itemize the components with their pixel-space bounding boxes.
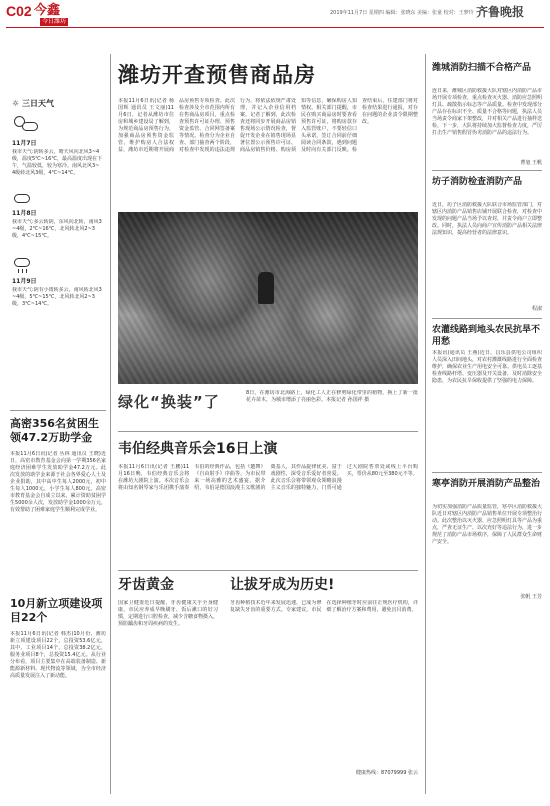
projects-body: 本报11月6日讯(记者 韩杰)10月份，潍坊新立项建设项目22个，总投资53.6亿元，其中，工业项目14个，总投资38.2亿元，服务业项目8个，总投资15.4亿元。从行业分布看，项目主要集中在高端装备制造、新能源新材料、现代物流等领域，为全市经济高质量发展注入了新动能。 — [10, 631, 106, 679]
rain-cloud-icon — [14, 258, 30, 267]
inspection-body: 为切实加强消防产品质量监管，寒亭区消防救援大队近日对辖区内消防产品销售单位开展专项整治行动。此次整治以灭火器、应急照明灯具等产品为重点，严查无证生产、以次充好等违法行为，进一步规范了消防产品市场秩序，保障了人民群众生命财产安全。 — [432, 504, 542, 545]
students-headline: 高密356名贫困生领47.2万助学金 — [10, 417, 99, 444]
consumer-author: 曹旭 王帆 — [520, 160, 542, 166]
rain-drop — [26, 269, 27, 273]
section-rule — [432, 318, 542, 319]
section-rule — [10, 410, 106, 411]
weather-date: 11月7日 — [12, 140, 37, 147]
main-body: 本报11月6日讯(记者 杨国辉 通讯员 王文丽)11月6日，记者从潍坊市住房和城乡建设局了解到，为规范商品房预售行为，加强商品房预售资金监管，维护购房人合法权益，潍坊市近期将开展商品房预售专项检查。此次检查涉及全市范围内所有在售商品房项目，重点检查预售许可证办理、预售资金监管、合同网签备案等情况。检查分为企业自查、部门抽查两个阶段，对检查中发现的违法违规行为，将依法依规严肃处理，并记入企业信用档案。记者了解到，此次检查还将同步开展商品房销售现场公示情况检查，督促开发企业在销售现场显著位置公示预售许可证、商品房销售价格、购房须知等信息，确保购房人知情权。相关部门提醒，市民在购买商品房时要查看预售许可证，将购房款存入监管账户，不要轻信口头承诺，签订合同前仔细阅读合同条款，遇到问题及时向有关部门反映。检查结束后，住建部门将对检查结果进行通报，对存在问题的企业责令限期整改。 — [118, 98, 418, 153]
mine-body: 近日，坊子区消防救援大队联合市场监管部门，对辖区内消防产品销售店铺开展联合检查，对检查中发现的问题产品当场予以查封，并责令商户立即整改。同时，执法人员向商户宣传消防产品相关法律法规知识，提高经营者的法律意识。 — [432, 202, 542, 236]
weather-text: 我市天气:阴转多云，晴天风向北风3~4级，温度5℃~16℃，最高温度出现在下午，气温较低，较为寒冷。南风北风3~4级转北风3级，4℃~14℃。 — [12, 149, 102, 176]
header-rule — [6, 27, 544, 28]
rain-drop — [18, 269, 19, 273]
irrigation-headline: 农灌线路到地头农民抗旱不用愁 — [432, 325, 541, 347]
page-code: C02 — [6, 3, 32, 19]
sun-icon: ☼ — [12, 99, 20, 108]
edition-meta: 2019年11月7日 星期四 编辑：张晓东 美编：张童 校对：王梦玲 — [330, 10, 474, 16]
weather-panel — [12, 98, 104, 388]
mine-headline: 坊子消防检查消防产品 — [432, 177, 523, 187]
newspaper-brand: 齐鲁晚报 — [476, 5, 525, 19]
irrigation-body: 本报讯(通讯员 王燕)近日，昌乐县供电公司组织人员深入田间地头，对农村灌溉线路进行全面检查维护，确保农业生产用电安全可靠。供电员工逐基检查线路杆塔、变压器及开关设备，及时消除安全隐患，为农民抗旱保收提供了坚强的电力保障。 — [432, 350, 542, 384]
weather-text: 我市天气:阴有小雨转多云，南风转北风3~4级，5℃~15℃，北风转北风2~3级，3℃~14℃。 — [12, 287, 102, 307]
weather-date: 11月9日 — [12, 278, 37, 285]
consumer-body: 连日来，潍城区消防救援大队对辖区内消防产品市场开展专项检查，重点检查灭火器、消防应急照明灯具、疏散指示标志等产品质量。检查中发现部分产品存在标识不全、质量不合格等问题，执法人员当场责令商家下架整改，并对相关产品进行抽样送检。下一步，大队将持续加大监督检查力度，严厉打击生产销售假冒伪劣消防产品的违法行为。 — [432, 88, 542, 136]
concert-headline: 韦伯经典音乐会16日上演 — [118, 441, 278, 457]
weather-title-text: 三日天气 — [21, 99, 54, 108]
news-photo — [118, 212, 418, 384]
weather-text: 我市天气:多云转阴，东风向北转，南风3~4级，2℃~16℃，北风转北风2~3级，4℃~15℃。 — [12, 219, 102, 239]
cloud-icon — [14, 194, 30, 203]
students-body: 本报11月6日讯(记者 丛林 通讯员 王晓)近日，高密市教育基金会向第一学期356名家庭经济困难学生发放助学金47.2万元。此次发放的助学金来源于社会各界爱心人士及企业捐助，其中高中生每人2000元，初中生每人1000元，小学生每人800元。高密市教育基金会自成立以来，累计资助贫困学生5000余人次，发放助学金1000余万元，有效帮助了困难家庭学生顺利完成学业。 — [10, 451, 106, 513]
teeth-body: 国家卫健委近日提醒，牙齿健康关乎全身健康，市民应养成早晚刷牙、饭后漱口的好习惯，定期进行口腔检查，减少含糖食物摄入，预防龋齿和牙周疾病的发生。 — [118, 600, 218, 627]
consumer-headline: 潍城消防扫描不合格产品 — [432, 63, 532, 73]
cloud-icon — [22, 122, 38, 131]
inspection-author: 张帆 王芳 — [520, 594, 542, 600]
weather-date: 11月8日 — [12, 210, 37, 217]
photo-headline: 绿化“换装”了 — [118, 393, 220, 411]
photo-area — [118, 388, 418, 432]
section-rule — [118, 570, 418, 571]
column-rule — [110, 54, 111, 794]
worker-figure — [258, 272, 274, 304]
inspection-headline: 寒亭消防开展消防产品整治 — [432, 479, 541, 489]
column-rule — [425, 54, 426, 794]
rain-drop — [22, 269, 23, 273]
photo-caption: 8日，在潍坊市北海路上，绿化工人正在修剪绿化带里的植物，换上了新一批花卉苗木，为城市增添了亮丽色彩。本报记者 孙国祥 摄 — [246, 390, 418, 403]
concert-body: 本报11月6日讯(记者 王鹏)11月16日晚，韦伯经典音乐会将在潍坊大剧院上演。本次音乐会将由知名钢琴家与乐团携手演奏韦伯的经典作品，包括《邀舞》《自由射手》序曲等，为市民带来一场高雅的艺术盛宴。据介绍，韦伯是德国浪漫主义歌剧的奠基人，其作品旋律优美、富于戏剧性，深受音乐爱好者喜爱。此次音乐会将带领观众领略浪漫主义音乐的独特魅力，门票可通过大剧院售票处或线上平台购买，票价从80元至380元不等。 — [118, 464, 418, 491]
teeth-headline: 牙齿黄金 — [118, 577, 174, 593]
section-sub: 今日潍坊 — [42, 18, 67, 25]
weather-title — [12, 98, 102, 110]
projects-headline: 10月新立项建设项目22个 — [10, 597, 103, 624]
mine-author: 程淑 — [531, 306, 542, 312]
section-rule — [432, 472, 542, 473]
implant-headline: 让拔牙成为历史! — [230, 577, 335, 593]
health-hotline: 健康热线：87079999 张云 — [355, 770, 418, 776]
main-headline: 潍坊开查预售商品房 — [118, 63, 316, 87]
section-rule — [432, 170, 542, 171]
section-name: 今鑫 — [34, 3, 61, 18]
implant-body: 牙齿种植技术近年来发展迅速，已成为修复缺失牙齿的重要方式。专家建议，市民在选择种植牙时应前往正规医疗机构，详细了解治疗方案和费用，避免盲目消费。 — [230, 600, 418, 613]
